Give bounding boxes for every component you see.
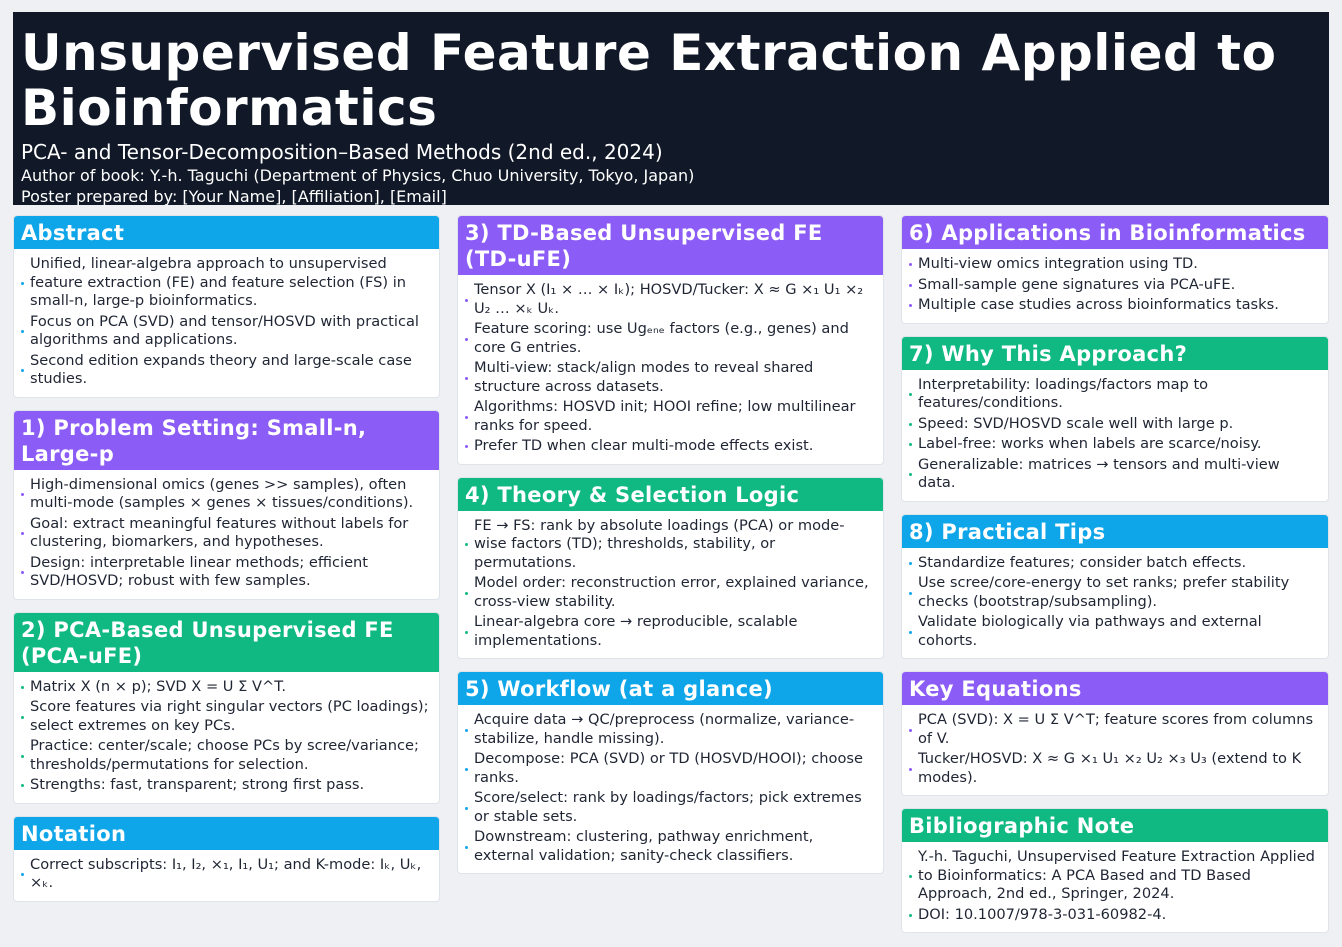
bullet-item bbox=[21, 255, 431, 311]
poster-subtitle: PCA- and Tensor-Decomposition–Based Methods (2nd ed., 2024) bbox=[21, 140, 663, 164]
bullet-item bbox=[909, 750, 1320, 787]
bullet-text: Interpretability: loadings/factors map to features/conditions. bbox=[918, 375, 1209, 411]
panel-title: 7) Why This Approach? bbox=[902, 337, 1328, 370]
bullet-item bbox=[909, 296, 1320, 315]
bullet-text: Practice: center/scale; choose PCs by scree/variance; thresholds/permutations for selection. bbox=[30, 737, 419, 773]
bullet-text: Unified, linear-algebra approach to unsupervised feature extraction (FE) and feature selection (FS) in small-n, large-p bioinformatics. bbox=[30, 255, 406, 309]
bullet-dot-icon bbox=[21, 686, 24, 689]
panel-title: 2) PCA-Based Unsupervised FE (PCA-uFE) bbox=[14, 613, 439, 672]
bullet-text: DOI: 10.1007/978-3-031-60982-4. bbox=[918, 905, 1167, 923]
bullet-text: Multiple case studies across bioinformatics tasks. bbox=[918, 296, 1279, 313]
column-right bbox=[901, 215, 1329, 945]
bullet-item bbox=[21, 554, 431, 591]
bullet-item bbox=[21, 698, 431, 735]
poster-header bbox=[13, 12, 1329, 205]
bullet-text: Matrix X (n × p); SVD X = U Σ V^T. bbox=[30, 677, 287, 695]
bullet-text: Feature scoring: use Ugₑₙₑ factors (e.g., genes) and core G entries. bbox=[474, 320, 849, 356]
panel-bibliographic-note bbox=[901, 808, 1329, 933]
bullet-dot-icon bbox=[21, 282, 24, 285]
panel-title: Key Equations bbox=[902, 672, 1328, 705]
panel-problem-setting bbox=[13, 410, 440, 600]
poster-title: Unsupervised Feature Extraction Applied to Bioinformatics bbox=[21, 24, 1277, 137]
panel-title: Notation bbox=[14, 817, 439, 850]
bullet-dot-icon bbox=[21, 330, 24, 333]
bullet-dot-icon bbox=[465, 299, 468, 302]
bullet-dot-icon bbox=[21, 784, 24, 787]
panel-notation bbox=[13, 816, 440, 902]
bullet-item bbox=[909, 906, 1320, 925]
bullet-dot-icon bbox=[465, 445, 468, 448]
bullet-item bbox=[909, 613, 1320, 650]
bullet-dot-icon bbox=[909, 562, 912, 565]
bullet-item bbox=[909, 574, 1320, 611]
panel-practical-tips bbox=[901, 514, 1329, 660]
bullet-item bbox=[909, 456, 1320, 493]
bullet-item bbox=[21, 678, 431, 697]
panel-td-ufe bbox=[457, 215, 884, 465]
panel-key-equations bbox=[901, 671, 1329, 796]
bullet-item bbox=[465, 398, 875, 435]
bullet-dot-icon bbox=[909, 393, 912, 396]
panel-why-approach bbox=[901, 336, 1329, 502]
bullet-dot-icon bbox=[465, 543, 468, 546]
bullet-text: Score features via right singular vectors (PC loadings); select extremes on key PCs. bbox=[30, 698, 429, 734]
bullet-text: Small-sample gene signatures via PCA-uFE. bbox=[918, 275, 1236, 293]
column-left bbox=[13, 215, 440, 914]
bullet-text: Algorithms: HOSVD init; HOOI refine; low multilinear ranks for speed. bbox=[474, 398, 856, 434]
bullet-dot-icon bbox=[909, 768, 912, 771]
bullet-item bbox=[465, 574, 875, 611]
bullet-text: PCA (SVD): X = U Σ V^T; feature scores from columns of V. bbox=[918, 711, 1314, 747]
panel-abstract bbox=[13, 215, 440, 398]
bullet-dot-icon bbox=[21, 571, 24, 574]
bullet-item bbox=[909, 255, 1320, 274]
bullet-dot-icon bbox=[909, 875, 912, 878]
bullet-text: Standardize features; consider batch effects. bbox=[918, 553, 1247, 571]
bullet-dot-icon bbox=[909, 631, 912, 634]
bullet-item bbox=[21, 856, 431, 893]
bullet-text: Prefer TD when clear multi-mode effects exist. bbox=[474, 437, 814, 454]
bullet-text: Use scree/core-energy to set ranks; prefer stability checks (bootstrap/subsampling). bbox=[918, 574, 1290, 610]
bullet-item bbox=[465, 789, 875, 826]
bullet-dot-icon bbox=[465, 416, 468, 419]
bullet-list bbox=[458, 511, 883, 659]
author-line: Author of book: Y.-h. Taguchi (Department of Physics, Chuo University, Tokyo, Japan) bbox=[21, 166, 695, 185]
column-middle bbox=[457, 215, 884, 886]
panel-workflow bbox=[457, 671, 884, 874]
bullet-text: FE → FS: rank by absolute loadings (PCA) or mode-wise factors (TD); thresholds, stability, or permutations. bbox=[474, 516, 845, 571]
bullet-text: Speed: SVD/HOSVD scale well with large p. bbox=[918, 414, 1234, 432]
bullet-text: Focus on PCA (SVD) and tensor/HOSVD with practical algorithms and applications. bbox=[30, 312, 419, 348]
bullet-item bbox=[21, 476, 431, 513]
panel-applications bbox=[901, 215, 1329, 324]
bullet-dot-icon bbox=[909, 592, 912, 595]
bullet-text: Linear-algebra core → reproducible, scalable implementations. bbox=[474, 613, 798, 649]
bullet-text: Decompose: PCA (SVD) or TD (HOSVD/HOOI); choose ranks. bbox=[474, 750, 863, 786]
bullet-dot-icon bbox=[909, 284, 912, 287]
bullet-dot-icon bbox=[465, 338, 468, 341]
bullet-dot-icon bbox=[909, 443, 912, 446]
bullet-dot-icon bbox=[909, 263, 912, 266]
bullet-item bbox=[21, 352, 431, 389]
bullet-list bbox=[14, 850, 439, 901]
bullet-item bbox=[465, 711, 875, 748]
bullet-text: Goal: extract meaningful features without labels for clustering, biomarkers, and hypotheses. bbox=[30, 514, 409, 550]
bullet-text: Design: interpretable linear methods; efficient SVD/HOSVD; robust with few samples. bbox=[30, 553, 369, 589]
bullet-list bbox=[458, 705, 883, 873]
bullet-item bbox=[465, 613, 875, 650]
bullet-dot-icon bbox=[465, 729, 468, 732]
bullet-list bbox=[14, 672, 439, 803]
bullet-text: Score/select: rank by loadings/factors; pick extremes or stable sets. bbox=[474, 789, 862, 825]
bullet-dot-icon bbox=[909, 914, 912, 917]
bullet-list bbox=[902, 842, 1328, 932]
bullet-text: Generalizable: matrices → tensors and multi-view data. bbox=[918, 455, 1280, 491]
prepared-by-line: Poster prepared by: [Your Name], [Affiliation], [Email] bbox=[21, 187, 447, 206]
bullet-text: Tucker/HOSVD: X ≈ G ×₁ U₁ ×₂ U₂ ×₃ U₃ (extend to K modes). bbox=[918, 750, 1302, 786]
bullet-item bbox=[909, 848, 1320, 904]
bullet-text: Y.-h. Taguchi, Unsupervised Feature Extraction Applied to Bioinformatics: A PCA Based and TD Based Approach, 2nd ed., Springer, 2024. bbox=[918, 848, 1315, 902]
bullet-text: Acquire data → QC/preprocess (normalize, variance-stabilize, handle missing). bbox=[474, 711, 855, 747]
bullet-dot-icon bbox=[465, 768, 468, 771]
bullet-list bbox=[902, 548, 1328, 659]
bullet-item bbox=[465, 281, 875, 318]
bullet-text: Model order: reconstruction error, explained variance, cross-view stability. bbox=[474, 574, 869, 610]
bullet-item bbox=[21, 737, 431, 774]
bullet-text: Label-free: works when labels are scarce/noisy. bbox=[918, 435, 1262, 452]
bullet-text: Multi-view omics integration using TD. bbox=[918, 255, 1198, 272]
bullet-text: Second edition expands theory and large-scale case studies. bbox=[30, 351, 412, 387]
bullet-list bbox=[902, 705, 1328, 795]
bullet-list bbox=[902, 249, 1328, 323]
bullet-text: Validate biologically via pathways and external cohorts. bbox=[918, 613, 1262, 649]
bullet-item bbox=[909, 276, 1320, 295]
bullet-item bbox=[909, 711, 1320, 748]
bullet-dot-icon bbox=[465, 592, 468, 595]
bullet-text: Downstream: clustering, pathway enrichment, external validation; sanity-check classifiers. bbox=[474, 828, 814, 864]
panel-title: 6) Applications in Bioinformatics bbox=[902, 216, 1328, 249]
bullet-list bbox=[902, 370, 1328, 501]
bullet-item bbox=[465, 359, 875, 396]
panel-title: 1) Problem Setting: Small-n, Large-p bbox=[14, 411, 439, 470]
panel-title: 5) Workflow (at a glance) bbox=[458, 672, 883, 705]
bullet-item bbox=[465, 750, 875, 787]
bullet-item bbox=[465, 828, 875, 865]
bullet-text: Strengths: fast, transparent; strong first pass. bbox=[30, 776, 365, 793]
panel-title: 4) Theory & Selection Logic bbox=[458, 478, 883, 511]
bullet-item bbox=[909, 435, 1320, 454]
bullet-dot-icon bbox=[21, 532, 24, 535]
bullet-dot-icon bbox=[465, 846, 468, 849]
panel-title: Abstract bbox=[14, 216, 439, 249]
bullet-item bbox=[465, 517, 875, 573]
bullet-dot-icon bbox=[21, 873, 24, 876]
bullet-text: High-dimensional omics (genes >> samples), often multi-mode (samples × genes × tissues/conditions). bbox=[30, 475, 414, 511]
bullet-text: Correct subscripts: I₁, I₂, ×₁, I₁, U₁; and K-mode: Iₖ, Uₖ, ×ₖ. bbox=[30, 855, 422, 891]
panel-title: Bibliographic Note bbox=[902, 809, 1328, 842]
bullet-item bbox=[465, 437, 875, 456]
panel-title: 8) Practical Tips bbox=[902, 515, 1328, 548]
panel-title: 3) TD-Based Unsupervised FE (TD-uFE) bbox=[458, 216, 883, 275]
bullet-item bbox=[909, 554, 1320, 573]
bullet-dot-icon bbox=[21, 493, 24, 496]
bullet-dot-icon bbox=[21, 716, 24, 719]
bullet-text: Multi-view: stack/align modes to reveal shared structure across datasets. bbox=[474, 359, 814, 395]
bullet-dot-icon bbox=[465, 631, 468, 634]
bullet-dot-icon bbox=[909, 473, 912, 476]
panel-pca-ufe bbox=[13, 612, 440, 804]
bullet-dot-icon bbox=[21, 369, 24, 372]
bullet-item bbox=[21, 776, 431, 795]
bullet-dot-icon bbox=[465, 377, 468, 380]
bullet-item bbox=[21, 313, 431, 350]
bullet-item bbox=[21, 515, 431, 552]
panel-theory bbox=[457, 477, 884, 660]
bullet-dot-icon bbox=[21, 755, 24, 758]
bullet-dot-icon bbox=[909, 304, 912, 307]
bullet-item bbox=[909, 376, 1320, 413]
bullet-item bbox=[465, 320, 875, 357]
bullet-list bbox=[458, 275, 883, 464]
bullet-dot-icon bbox=[465, 807, 468, 810]
bullet-list bbox=[14, 249, 439, 397]
bullet-list bbox=[14, 470, 439, 599]
bullet-dot-icon bbox=[909, 729, 912, 732]
bullet-item bbox=[909, 415, 1320, 434]
bullet-dot-icon bbox=[909, 423, 912, 426]
bullet-text: Tensor X (I₁ × … × Iₖ); HOSVD/Tucker: X ≈ G ×₁ U₁ ×₂ U₂ … ×ₖ Uₖ. bbox=[474, 281, 864, 317]
